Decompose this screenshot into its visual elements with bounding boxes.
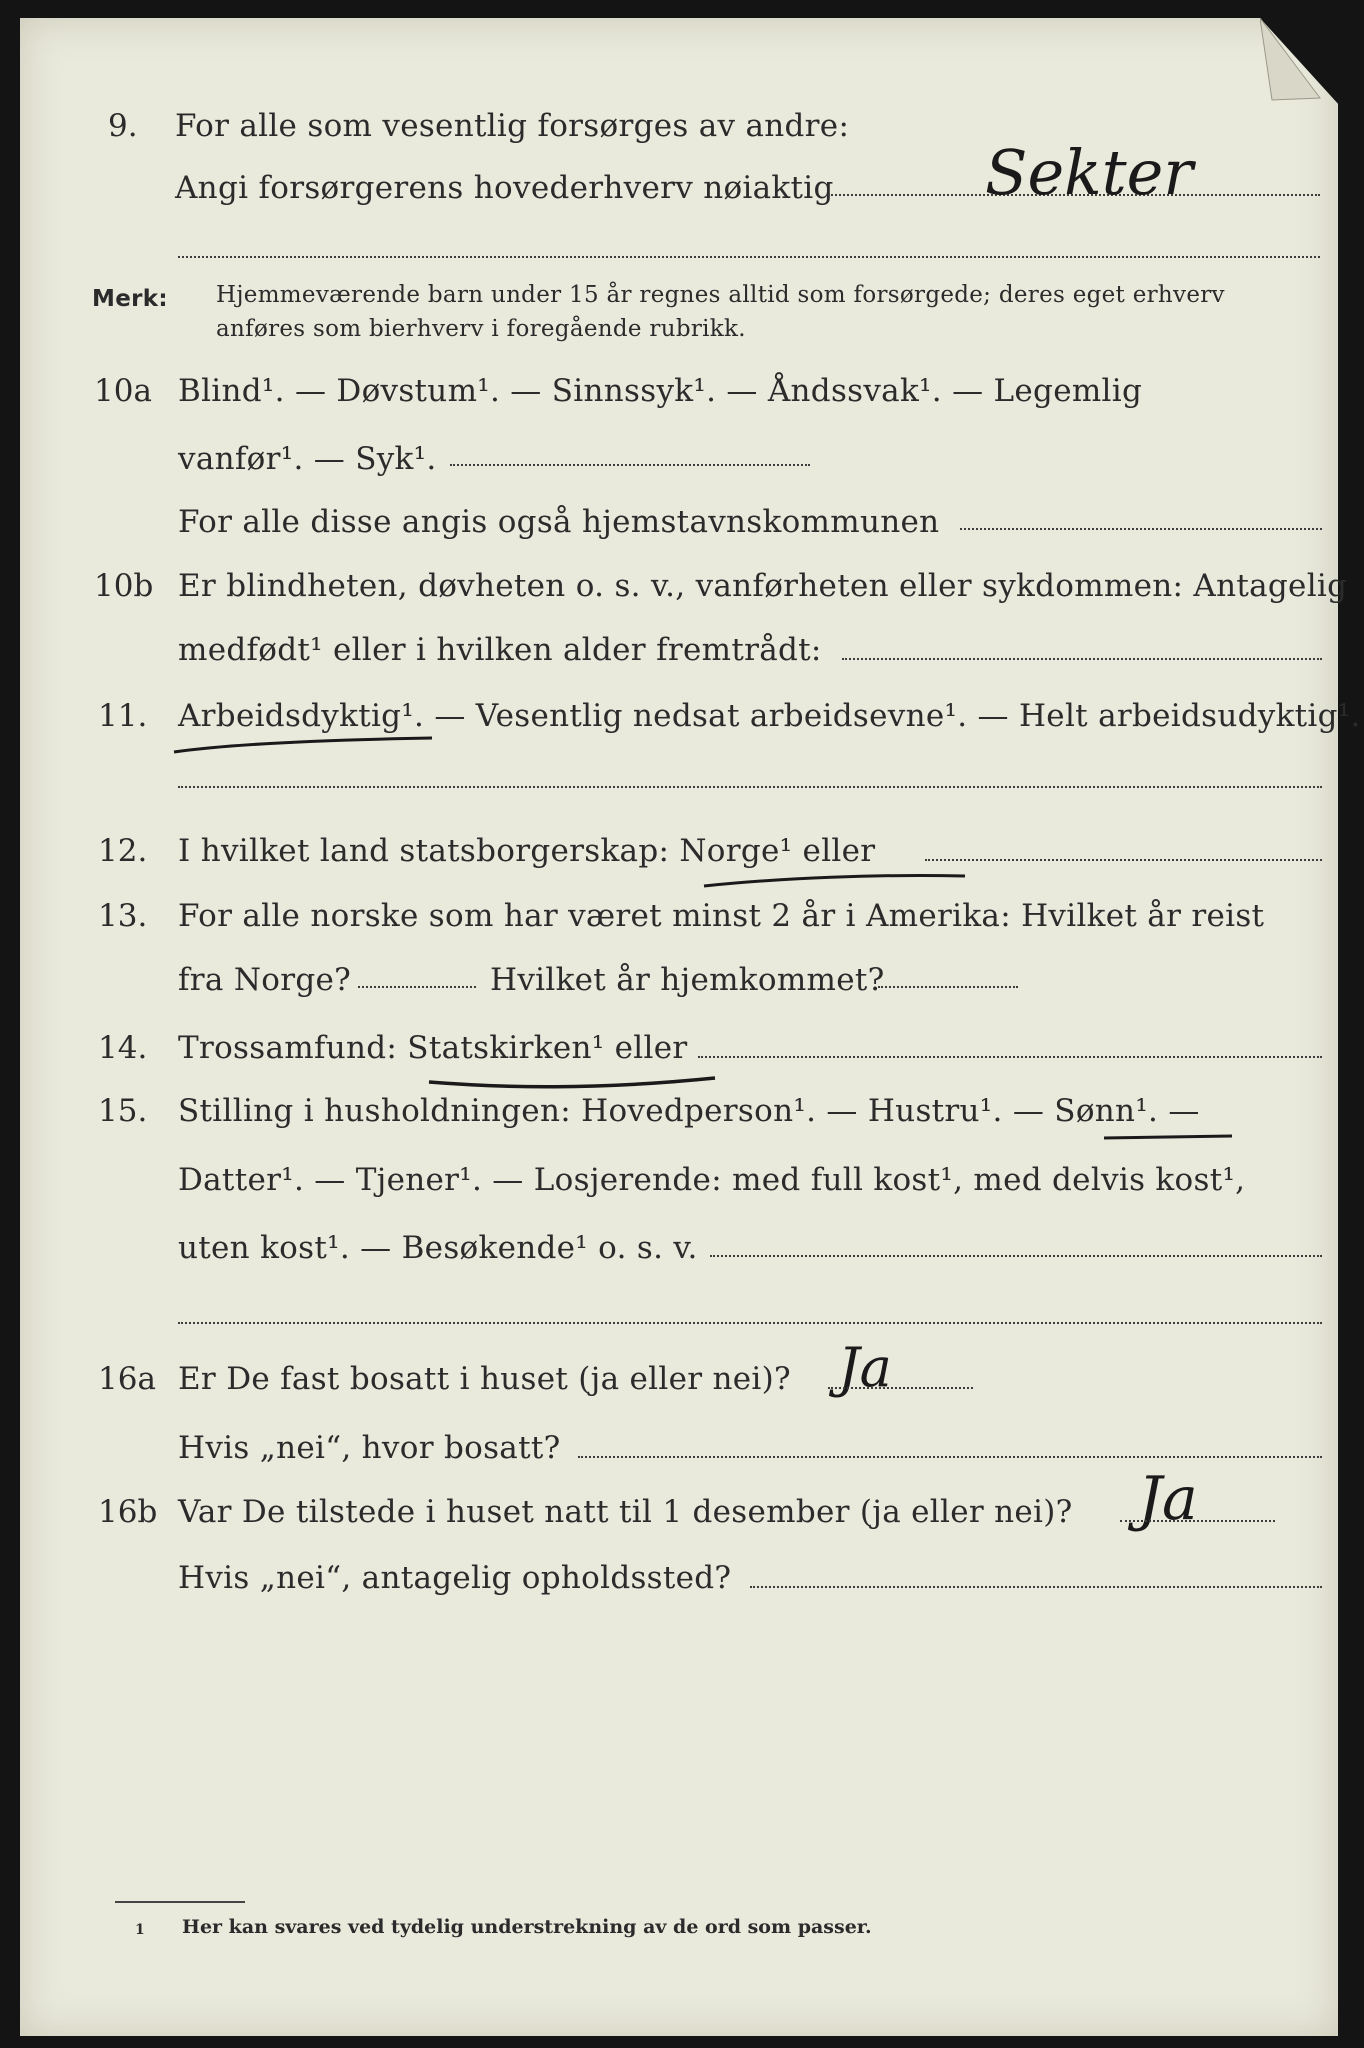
q10b-line2: medfødt¹ eller i hvilken alder fremtrådt: xyxy=(178,632,822,668)
q15-number: 15. xyxy=(98,1093,148,1129)
q12-line1: I hvilket land statsborgerskap: Norge¹ eller xyxy=(178,833,876,869)
q16b-answer-line xyxy=(1120,1520,1275,1522)
q10b-answer-line xyxy=(842,658,1322,660)
q11-answer-line xyxy=(178,786,1322,788)
q9-handwritten-answer: Sekter xyxy=(985,136,1193,209)
folded-corner xyxy=(1260,18,1360,128)
footnote-text: Her kan svares ved tydelig understrekning av de ord som passer. xyxy=(182,1916,872,1938)
q15-underline-stroke xyxy=(1100,1128,1240,1146)
q13-hjemkommet-line xyxy=(878,986,1018,988)
q16a-line2: Hvis „nei“, hvor bosatt? xyxy=(178,1430,561,1466)
q10a-syk-line xyxy=(450,464,810,466)
q13-line2b: Hvilket år hjemkommet? xyxy=(490,962,885,998)
q12-underline-stroke xyxy=(700,868,970,892)
q10b-number: 10b xyxy=(94,568,154,604)
q9-line2: Angi forsørgerens hovederhverv nøiaktig xyxy=(175,170,834,206)
q9-answer-line-2 xyxy=(178,256,1320,258)
q14-underline-stroke xyxy=(425,1068,725,1096)
q16b-line2: Hvis „nei“, antagelig opholdssted? xyxy=(178,1560,732,1596)
q12-number: 12. xyxy=(98,833,148,869)
merk-line1: Hjemmeværende barn under 15 år regnes alltid som forsørgede; deres eget erhverv xyxy=(216,282,1225,308)
q13-line2a: fra Norge? xyxy=(178,962,352,998)
q9-number: 9. xyxy=(108,108,138,144)
q16b-line1: Var De tilstede i huset natt til 1 desember (ja eller nei)? xyxy=(178,1494,1073,1530)
q13-line1: For alle norske som har været minst 2 år i Amerika: Hvilket år reist xyxy=(178,898,1265,934)
census-form-page xyxy=(20,18,1361,2036)
footnote-mark: 1 xyxy=(135,1922,145,1938)
q15-line2: Datter¹. — Tjener¹. — Losjerende: med full kost¹, med delvis kost¹, xyxy=(178,1162,1246,1198)
q10a-line3: For alle disse angis også hjemstavnskommunen xyxy=(178,504,940,540)
q13-reist-line xyxy=(358,986,476,988)
q10b-line1: Er blindheten, døvheten o. s. v., vanførheten eller sykdommen: Antagelig xyxy=(178,568,1348,604)
q16a-number: 16a xyxy=(98,1361,156,1397)
merk-label: Merk: xyxy=(92,286,168,312)
q16b-opholdssted-line xyxy=(750,1586,1322,1588)
q15-answer-line xyxy=(710,1255,1322,1257)
q16b-handwritten-answer: Ja xyxy=(1138,1464,1198,1534)
q14-answer-line xyxy=(698,1056,1322,1058)
q13-number: 13. xyxy=(98,898,148,934)
q16b-number: 16b xyxy=(98,1494,158,1530)
q10a-number: 10a xyxy=(94,373,152,409)
q10a-line2: vanfør¹. — Syk¹. xyxy=(178,441,437,477)
q16a-handwritten-answer: Ja xyxy=(838,1336,892,1399)
q10a-line1: Blind¹. — Døvstum¹. — Sinnssyk¹. — Åndssvak¹. — Legemlig xyxy=(178,373,1143,409)
merk-line2: anføres som bierhverv i foregående rubrikk. xyxy=(216,316,746,342)
q11-line1: Arbeidsdyktig¹. — Vesentlig nedsat arbeidsevne¹. — Helt arbeidsudyktig¹. xyxy=(178,698,1361,734)
q10a-hjemstavn-line xyxy=(960,528,1322,530)
q14-number: 14. xyxy=(98,1030,148,1066)
q16a-answer-line xyxy=(828,1387,973,1389)
q16a-bosatt-line xyxy=(578,1456,1322,1458)
q11-underline-stroke xyxy=(170,730,440,758)
q15-line3: uten kost¹. — Besøkende¹ o. s. v. xyxy=(178,1230,698,1266)
q11-number: 11. xyxy=(98,698,148,734)
q16a-line1: Er De fast bosatt i huset (ja eller nei)? xyxy=(178,1361,791,1397)
q15-answer-line-2 xyxy=(178,1322,1322,1324)
q12-answer-line xyxy=(925,859,1322,861)
q14-line1: Trossamfund: Statskirken¹ eller xyxy=(178,1030,688,1066)
footnote-rule xyxy=(115,1901,245,1903)
q15-line1: Stilling i husholdningen: Hovedperson¹. — Hustru¹. — Sønn¹. — xyxy=(178,1093,1200,1129)
q9-line1: For alle som vesentlig forsørges av andre: xyxy=(175,108,850,144)
